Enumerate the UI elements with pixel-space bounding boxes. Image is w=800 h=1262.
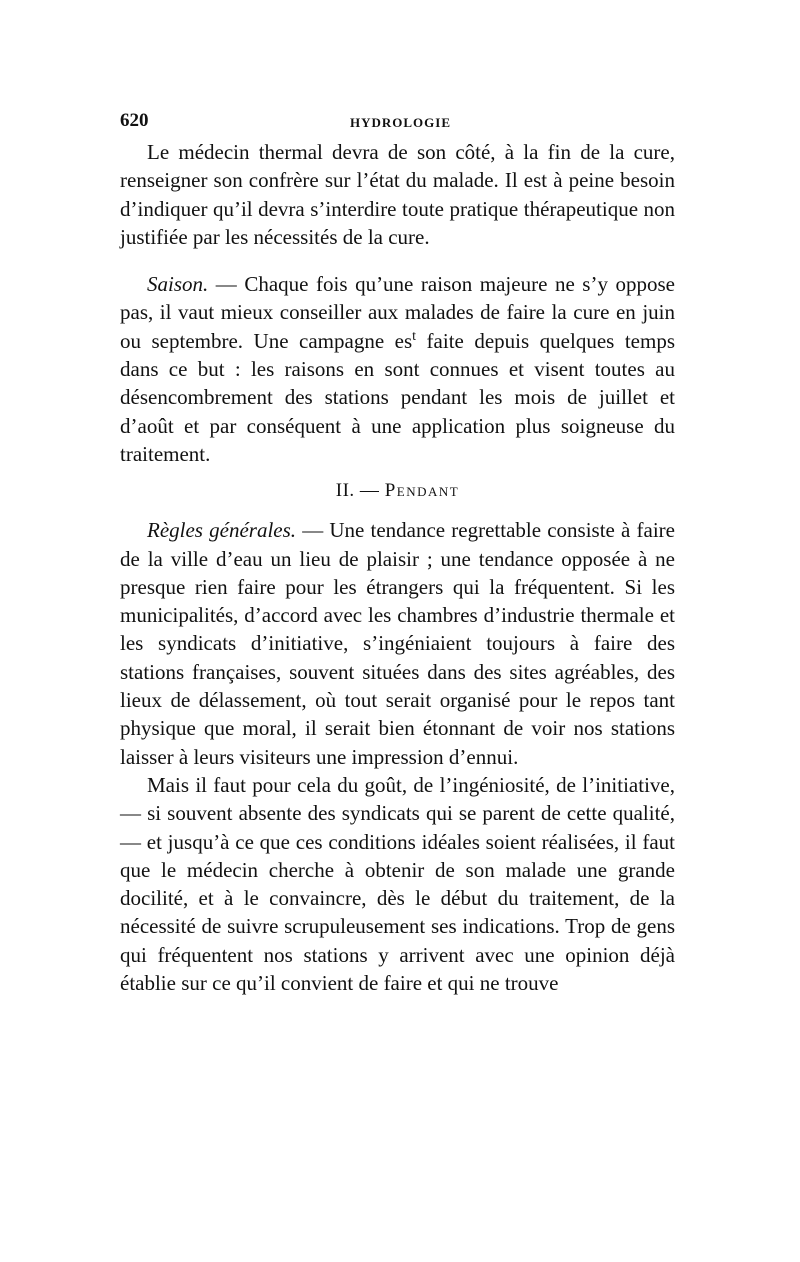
section-heading — [120, 480, 675, 502]
running-head — [120, 110, 675, 138]
book-page — [120, 110, 675, 997]
runin-heading-saison: Saison. — [147, 272, 209, 297]
paragraph-medecin-thermal: Le médecin thermal devra de son côté, à la fin de la cure, renseigner son confrère sur l’état du malade. Il est à peine besoin d’indiquer qu’il devra s’interdire toute pratique thérapeutique non justifiée par les nécessités de la cure. — [120, 140, 675, 249]
paragraph-regles-generales — [120, 516, 675, 771]
paragraph-saison-text-a: — Chaque fois qu’une raison majeure ne s’y oppose pas, il vaut mieux conseiller aux malades de faire la cure en juin ou septembre. Une campagne es — [120, 272, 675, 353]
paragraph-mais-il-faut: Mais il faut pour cela du goût, de l’ingéniosité, de l’initiative, — si souvent absente des syndicats qui se parent de cette qualité, — et jusqu’à ce que ces conditions idéales soient réalisées, il faut que le médecin cherche à obtenir de son malade une grande docilité, et à le convaincre, dès le début du traitement, de la nécessité de suivre scrupuleusement ses indications. Trop de gens qui fréquentent nos stations y arrivent avec une opinion déjà établie sur ce qu’il convient de faire et qui ne trouve — [120, 772, 675, 996]
section-title: Pendant — [384, 480, 460, 502]
paragraph-regles-text: — Une tendance regrettable consiste à faire de la ville d’eau un lieu de plaisir ; une tendance opposée à ne presque rien faire pour les étrangers qui la fréquentent. Si les municipalités, d’accord avec les chambres d’industrie thermale et les syndicats d’initiative, s’ingéniaient toujours à faire des stations françaises, souvent situées dans des sites agréables, des lieux de délassement, où tout serait organisé pour le repos tant physique que moral, il serait bien étonnant de voir nos stations laisser à leurs visiteurs une impression d’ennui. — [120, 518, 675, 769]
paragraph-saison-text-b: faite depuis quelques temps dans ce but : les raisons en sont connues et visent toutes au désencombrement des stations pendant les mois de juillet et d’août et par conséquent à une application plus soigneuse du traitement. — [120, 328, 675, 466]
superscript-t: t — [412, 328, 417, 344]
page-number: 620 — [120, 110, 149, 131]
runin-heading-regles: Règles générales. — [147, 518, 297, 543]
section-numeral: II. — — [335, 480, 385, 502]
paragraph-saison — [120, 270, 675, 468]
running-title: HYDROLOGIE — [350, 115, 452, 130]
paragraph-spacer — [120, 251, 675, 270]
